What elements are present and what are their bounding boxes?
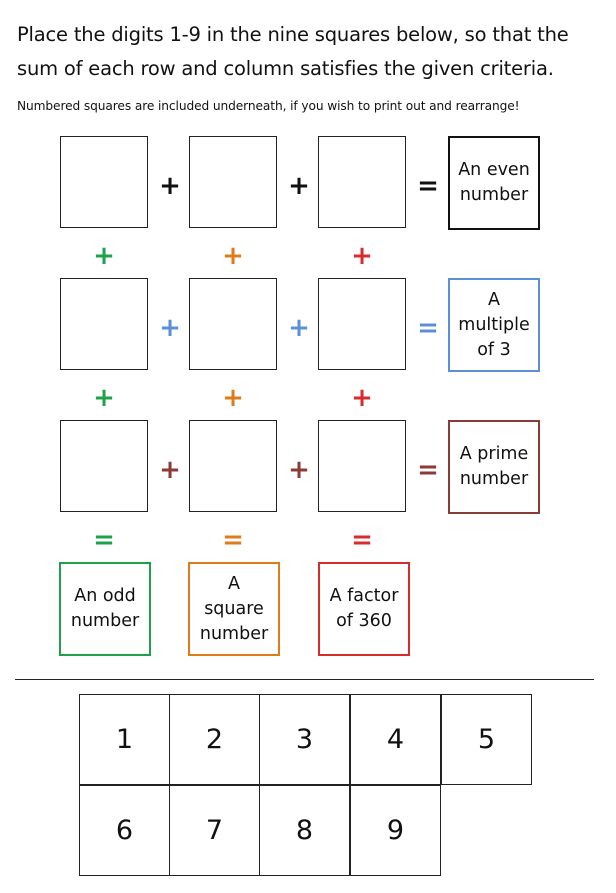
col3-plus-1: + xyxy=(351,241,373,271)
grid-cell-r2c2[interactable] xyxy=(189,278,277,370)
row1-criterion: An even number xyxy=(448,136,540,230)
row1-plus-1: + xyxy=(159,171,181,201)
row1-plus-2: + xyxy=(288,171,310,201)
col2-plus-2: + xyxy=(222,383,244,413)
instructions: Place the digits 1-9 in the nine squares below, so that the sum of each row and column satisfies the given criteria. xyxy=(17,23,569,80)
col1-plus-2: + xyxy=(93,383,115,413)
number-tile-9[interactable]: 9 xyxy=(350,785,441,876)
col3-criterion: A factor of 360 xyxy=(318,562,410,656)
col3-plus-2: + xyxy=(351,383,373,413)
number-tile-7[interactable]: 7 xyxy=(169,785,260,876)
row2-criterion: A multiple of 3 xyxy=(448,278,540,372)
row2-equals: = xyxy=(417,313,439,343)
row2-plus-2: + xyxy=(288,313,310,343)
grid-cell-r3c3[interactable] xyxy=(318,420,406,512)
number-tile-4[interactable]: 4 xyxy=(350,694,441,785)
row1-equals: = xyxy=(417,171,439,201)
number-tile-3[interactable]: 3 xyxy=(259,694,350,785)
row3-plus-2: + xyxy=(288,455,310,485)
row3-criterion: A prime number xyxy=(448,420,540,514)
number-tile-1[interactable]: 1 xyxy=(79,694,170,785)
col2-equals: = xyxy=(222,525,244,555)
grid-cell-r2c1[interactable] xyxy=(60,278,148,370)
row3-equals: = xyxy=(417,455,439,485)
col1-criterion: An odd number xyxy=(59,562,151,656)
number-tile-2[interactable]: 2 xyxy=(169,694,260,785)
grid-cell-r3c1[interactable] xyxy=(60,420,148,512)
grid-cell-r1c3[interactable] xyxy=(318,136,406,228)
number-tile-5[interactable]: 5 xyxy=(441,694,532,785)
col2-criterion: A square number xyxy=(188,562,280,656)
divider-line xyxy=(15,679,594,680)
row2-plus-1: + xyxy=(159,313,181,343)
col1-plus-1: + xyxy=(93,241,115,271)
row3-plus-1: + xyxy=(159,455,181,485)
col1-equals: = xyxy=(93,525,115,555)
print-note: Numbered squares are included underneath, if you wish to print out and rearrange! xyxy=(17,99,520,113)
col3-equals: = xyxy=(351,525,373,555)
grid-cell-r1c1[interactable] xyxy=(60,136,148,228)
grid-cell-r3c2[interactable] xyxy=(189,420,277,512)
number-tile-6[interactable]: 6 xyxy=(79,785,170,876)
grid-cell-r1c2[interactable] xyxy=(189,136,277,228)
number-tile-8[interactable]: 8 xyxy=(259,785,350,876)
grid-cell-r2c3[interactable] xyxy=(318,278,406,370)
col2-plus-1: + xyxy=(222,241,244,271)
